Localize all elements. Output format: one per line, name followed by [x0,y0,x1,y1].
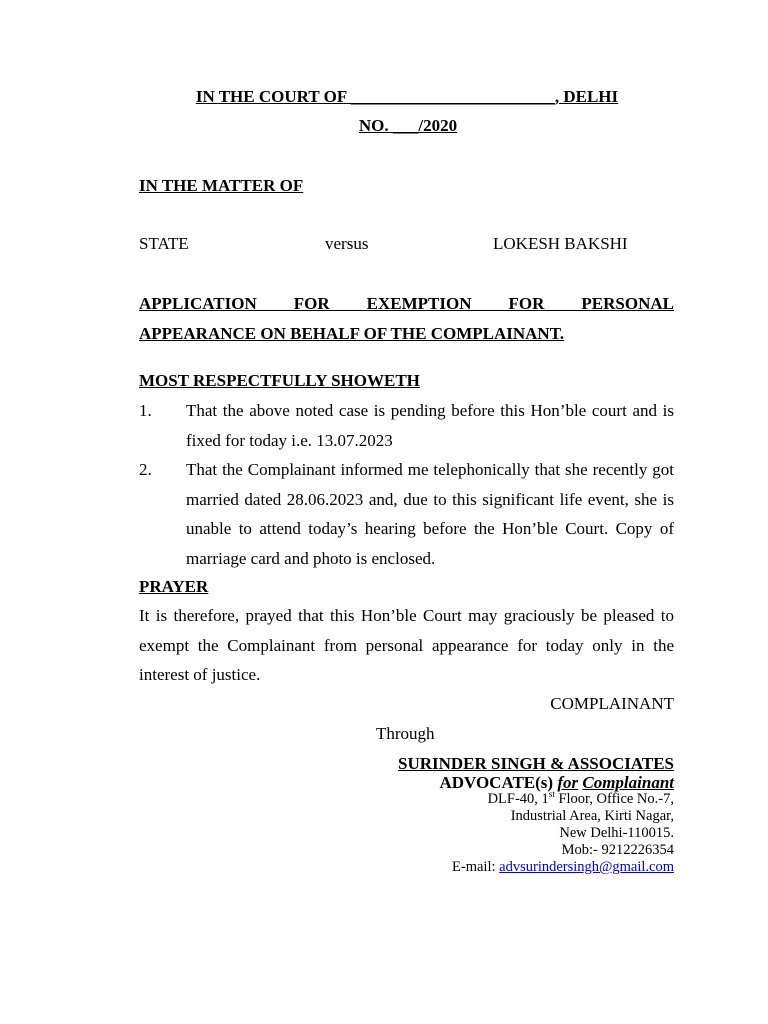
address-line-2: Industrial Area, Kirti Nagar, [510,808,674,824]
through-label: Through [376,724,435,743]
court-name-blank: ________________________ [350,87,555,106]
application-title-line-2: APPEARANCE ON BEHALF OF THE COMPLAINANT. [139,323,565,343]
case-number: NO. ___/2020 [358,116,458,135]
firm-name: SURINDER SINGH & ASSOCIATES [397,754,674,773]
party-accused: LOKESH BAKSHI [493,234,628,253]
application-title-line-1: APPLICATION FOR EXEMPTION FOR PERSONAL [139,294,674,313]
paragraph-number: 1. [139,401,152,420]
paragraph-text: That the above noted case is pending before this Hon’ble court and is fixed for today i.e. 13.07.2023 [186,401,674,450]
advocate-line [439,773,674,793]
prayer-text: It is therefore, prayed that this Hon’ble Court may graciously be pleased to exempt the Complainant from personal appearance for today only in the interest of justice. [139,606,674,684]
mobile-number: Mob:- 9212226354 [561,842,674,858]
complainant-signature-label: COMPLAINANT [550,694,674,713]
address-line-3: New Delhi-110015. [559,825,674,841]
advocate-of: Complainant [582,773,674,792]
paragraph-text: That the Complainant informed me telephonically that she recently got married dated 28.06.2023 and, due to this significant life event, she is unable to attend today’s hearing before the Hon’ble Court. Copy of marriage card and photo is enclosed. [186,460,674,568]
application-title [139,289,674,348]
court-prefix: IN THE COURT OF [195,87,347,106]
court-title [0,87,768,107]
prayer-heading: PRAYER [139,577,209,596]
matter-label: IN THE MATTER OF [139,176,304,195]
advocate-for: for [557,773,579,792]
showeth-heading: MOST RESPECTFULLY SHOWETH [139,371,420,390]
address-line-1: DLF-40, 1st Floor, Office No.-7, [487,789,674,807]
party-versus: versus [325,234,369,253]
email-link[interactable]: advsurindersingh@gmail.com [499,859,674,875]
advocate-label: ADVOCATE(s) [439,773,554,792]
party-state: STATE [139,234,189,253]
court-city: , DELHI [554,87,619,106]
paragraph-number: 2. [139,460,152,479]
email-label: E-mail: [452,859,500,875]
email-line [452,859,674,876]
